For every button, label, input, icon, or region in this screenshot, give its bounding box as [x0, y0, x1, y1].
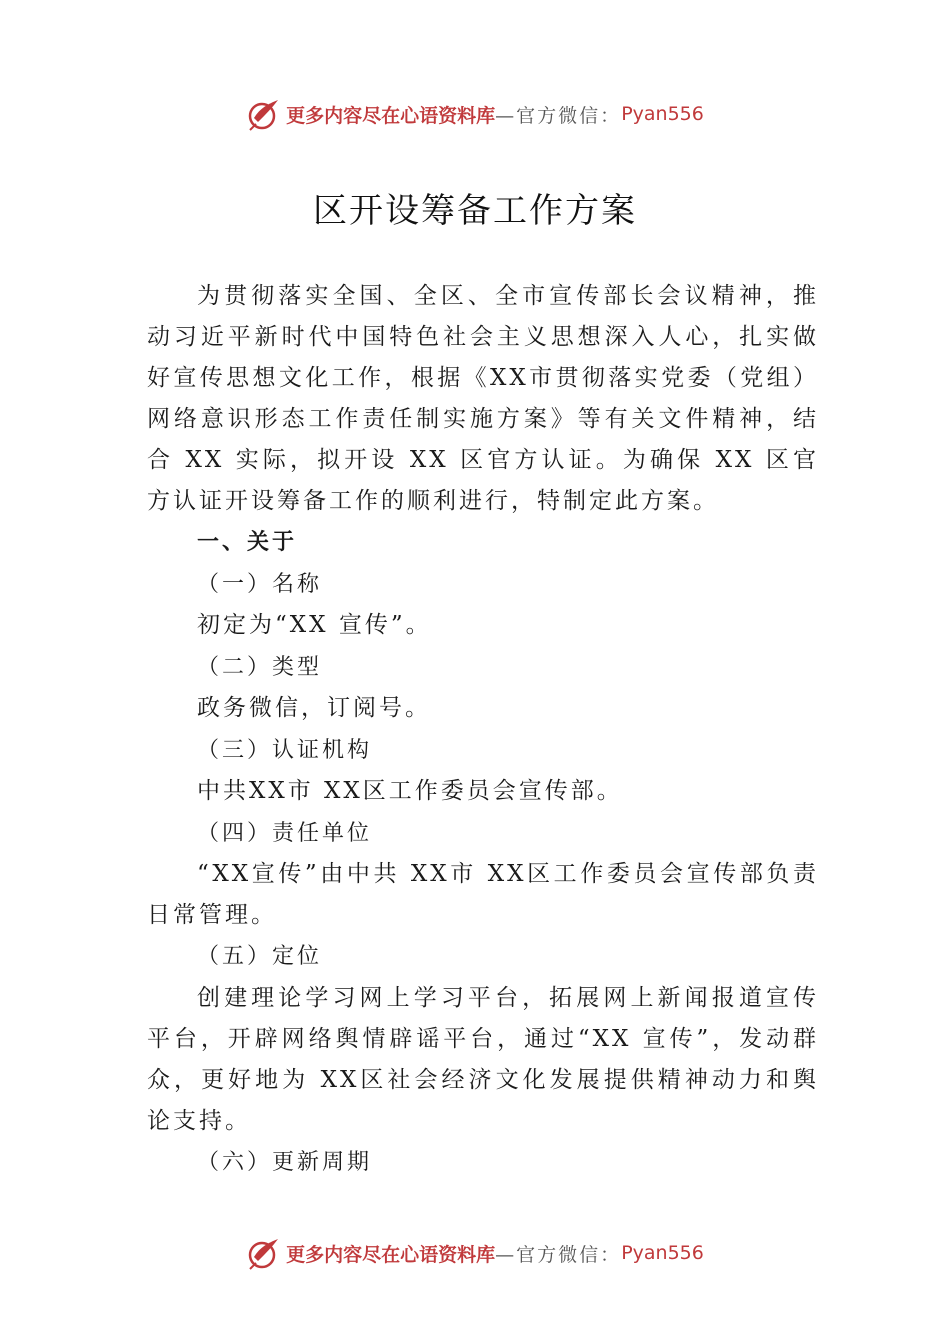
subsection-type-title: （二）类型: [197, 654, 323, 680]
banner-wechat-id: Pyan556: [621, 1242, 704, 1264]
subsection-name-body: 初定为“XX 宣传”。: [197, 612, 432, 638]
banner-wechat-id: Pyan556: [621, 103, 704, 125]
quill-logo-icon: [246, 96, 282, 132]
subsection-responsible-title: （四）责任单位: [197, 820, 373, 846]
banner-library-text: 更多内容尽在心语资料库: [286, 1243, 496, 1266]
subsection-cert-title: （三）认证机构: [197, 737, 373, 763]
quill-logo-icon: [246, 1235, 282, 1271]
banner-wechat-label: —官方微信：: [495, 1243, 622, 1266]
subsection-position-body: 创建理论学习网上学习平台，拓展网上新闻报道宣传平台，开辟网络舆情辟谣平台，通过“XX 宣传”，发动群众，更好地为 XX区社会经济文化发展提供精神动力和舆论支持。: [147, 984, 819, 1134]
banner-wechat-label: —官方微信：: [495, 104, 622, 127]
banner-library-text: 更多内容尽在心语资料库: [286, 104, 496, 127]
footer-banner: [0, 1233, 950, 1273]
subsection-update-title: （六）更新周期: [197, 1149, 373, 1175]
header-banner: [0, 94, 950, 134]
document-body: [147, 276, 819, 1183]
section-heading: 一、关于: [197, 530, 298, 555]
subsection-responsible-body: “XX宣传”由中共 XX市 XX区工作委员会宣传部负责日常管理。: [147, 861, 819, 928]
subsection-position-title: （五）定位: [197, 944, 323, 969]
subsection-cert-body: 中共XX市 XX区工作委员会宣传部。: [197, 778, 623, 804]
subsection-type-body: 政务微信，订阅号。: [197, 695, 431, 721]
subsection-name-title: （一）名称: [197, 571, 323, 597]
intro-paragraph: 为贯彻落实全国、全区、全市宣传部长会议精神，推动习近平新时代中国特色社会主义思想深入人心，扎实做好宣传思想文化工作，根据《XX市贯彻落实党委（党组）网络意识形态工作责任制实施方案》等有关文件精神，结合 XX 实际，拟开设 XX 区官方认证。为确保 XX 区官方认证开设筹备工作的顺利进行，特制定此方案。: [147, 283, 819, 514]
document-title: 区开设筹备工作方案: [313, 191, 637, 231]
